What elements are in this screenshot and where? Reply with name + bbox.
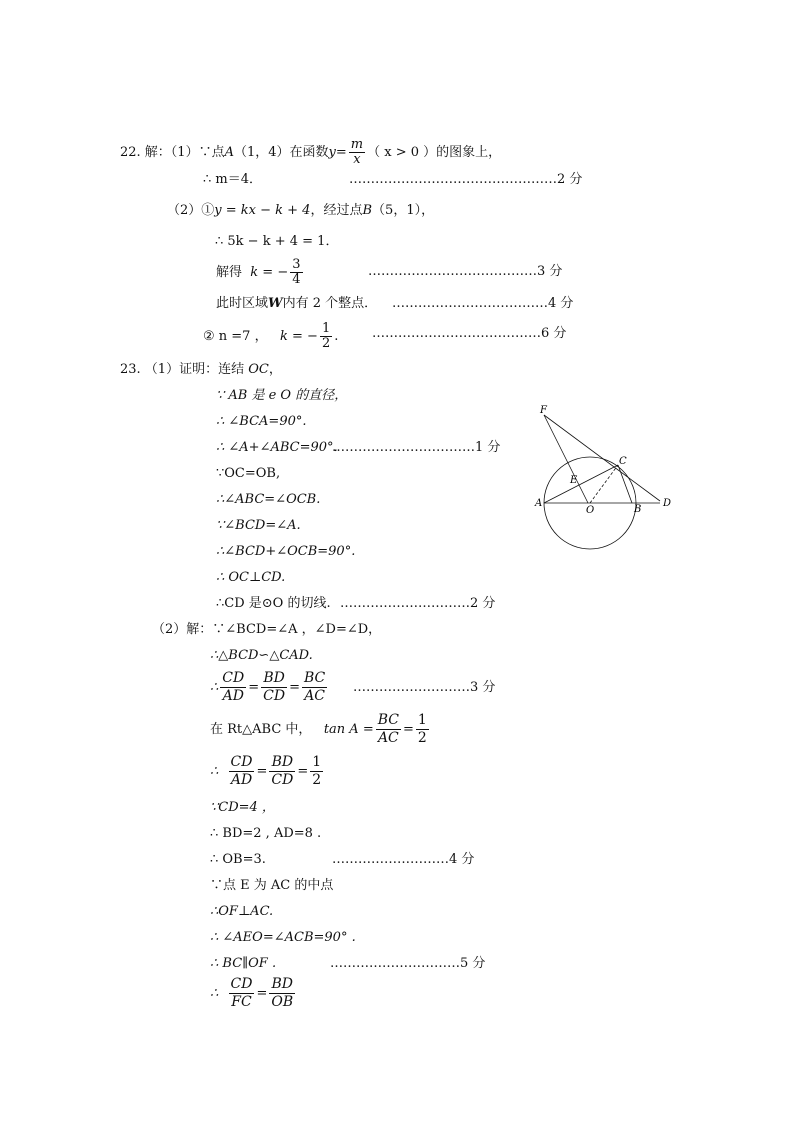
q23-line-1 — [120, 362, 282, 378]
var-y: y — [328, 145, 336, 160]
fraction-bd-cd: $\frac{BD}{CD}$ — [263, 670, 286, 704]
label-a: A — [535, 498, 543, 509]
q22-line-5 — [216, 258, 305, 287]
score-3b: ………………………3 分 — [353, 680, 496, 695]
period: . — [334, 329, 339, 344]
score-2: …………………………………………2 分 — [349, 172, 583, 187]
line-fa — [544, 415, 588, 503]
linear-function: y = kx − k + 4 — [214, 203, 311, 218]
q23-step-5: ∴∠ABC=∠OCB. — [216, 492, 321, 507]
line-oc-dashed — [590, 465, 618, 503]
q23-step-1: ∵ AB 是 e O 的直径， — [216, 388, 348, 403]
tan-a: tan A = — [323, 722, 374, 737]
fraction-cd-ad: $\frac{CD}{AD}$ — [222, 670, 245, 704]
q23-heading: 23. （1）证明：连结 — [120, 362, 245, 377]
q23-t2: ∴ $\frac{CD}{AD}$ = $\frac{BD}{CD}$ = $\frac{BC}{AC}$ — [210, 670, 326, 704]
q23-t10: ∴ ∠AEO=∠ACB=90° . — [210, 930, 356, 945]
label-c: C — [619, 456, 627, 467]
region-text: 此时区域 — [216, 296, 269, 311]
q23-step-7: ∴∠BCD+∠OCB=90°. — [216, 544, 356, 559]
segment-oc: OC — [248, 362, 269, 377]
point-b-coords: （5，1）， — [372, 203, 435, 218]
point-a: A — [224, 145, 234, 160]
therefore-2: ∴ — [210, 764, 219, 779]
fraction-cd-fc: $\frac{CD}{FC}$ — [230, 976, 253, 1010]
k-equals: k = − — [250, 265, 289, 280]
q23-t5: ∵CD=4 ， — [210, 800, 275, 815]
q22-line-6 — [216, 296, 377, 312]
q23-step-2: ∴ ∠BCA=90°. — [216, 414, 307, 429]
fraction-3-4: $\frac{3}{4}$ — [292, 257, 301, 287]
q23-t4: ∴ $\frac{CD}{AD}$ = $\frac{BD}{CD}$ = $\frac{1}{2}$ — [210, 754, 322, 788]
score-4b: ………………………4 分 — [332, 852, 475, 867]
k-equals-2: k = − — [280, 329, 318, 344]
label-o: O — [586, 505, 595, 516]
fraction-bc-ac: $\frac{BC}{AC}$ — [303, 670, 326, 704]
q22-heading: 22. 解：（1）∵点 — [120, 145, 225, 160]
integer-points-text: 内有 2 个整点． — [282, 296, 378, 311]
line-ac — [544, 465, 618, 503]
q23-t6: ∴ BD=2 , AD=8 . — [210, 826, 322, 841]
score-3: …………………………………3 分 — [368, 264, 563, 279]
q22-line-2: ∴ m＝4． — [203, 172, 263, 187]
therefore: ∴ — [210, 680, 219, 695]
score-5: …………………………5 分 — [330, 956, 486, 971]
q22-line-3 — [167, 203, 434, 219]
q23-t8: ∵点 E 为 AC 的中点 — [210, 878, 334, 893]
therefore-3: ∴ — [210, 986, 219, 1001]
q23-t1: ∴△BCD∽△CAD. — [210, 648, 313, 663]
q23-t9: ∴OF⊥AC. — [210, 904, 274, 919]
region-w: W — [268, 296, 283, 311]
fraction-1-2-b: $\frac{1}{2}$ — [417, 712, 427, 746]
n-value: ② n =7 ， — [203, 329, 268, 344]
q23-step-4: ∵OC=OB, — [216, 466, 281, 481]
score-2b: …………………………2 分 — [340, 596, 496, 611]
geometry-figure — [530, 403, 680, 553]
fraction-bd-cd-2: $\frac{BD}{CD}$ — [271, 754, 294, 788]
label-e: E — [570, 475, 578, 486]
q23-t12: ∴ $\frac{CD}{FC}$ = $\frac{BD}{OB}$ — [210, 976, 294, 1010]
q23-t7: ∴ OB=3. — [210, 852, 266, 867]
q23-part2-header: （2）解：∵∠BCD=∠A ，∠D=∠D， — [152, 622, 382, 637]
q22-line-7 — [203, 322, 338, 351]
text-passes: ，经过点 — [310, 203, 363, 218]
q23-t11: ∴ BC∥OF . — [210, 956, 277, 971]
q22-text: （1，4）在函数 — [233, 145, 329, 160]
solve-label: 解得 — [216, 265, 243, 280]
score-1: ……………………………1 分 — [332, 440, 501, 455]
q23-step-8: ∴ OC⊥CD. — [216, 570, 286, 585]
q23-t3: 在 Rt△ABC 中， tan A = $\frac{BC}{AC}$ = $\frac{1}{2}$ — [210, 712, 427, 746]
point-b: B — [362, 203, 373, 218]
score-4: ………………………………4 分 — [392, 296, 574, 311]
fraction-bd-ob: $\frac{BD}{OB}$ — [271, 976, 294, 1010]
comma: ， — [268, 362, 282, 377]
q22-line-4: ∴ 5k − k + 4 = 1． — [215, 234, 339, 249]
q22-line-1 — [120, 138, 501, 167]
label-f: F — [540, 405, 547, 416]
q23-step-3: ∴ ∠A+∠ABC=90°． — [216, 440, 347, 455]
equals-sign: = — [335, 145, 347, 160]
fraction-bc-ac-2: $\frac{BC}{AC}$ — [377, 712, 399, 746]
fraction-1-2-c: $\frac{1}{2}$ — [312, 754, 322, 788]
q22-condition: （ x > 0 ）的图象上， — [367, 145, 502, 160]
q23-step-9: ∴CD 是⊙O 的切线. — [216, 596, 331, 611]
line-cb — [618, 465, 632, 503]
fraction-m-over-x: $\frac{m}{x}$ — [350, 137, 364, 167]
line-fd — [544, 415, 660, 501]
q22-part2-label: （2）① — [167, 203, 215, 218]
score-6: …………………………………6 分 — [372, 326, 567, 341]
label-b: B — [634, 504, 642, 515]
label-d: D — [663, 498, 672, 509]
in-rt-triangle: 在 Rt△ABC 中， — [210, 722, 312, 737]
fraction-1-2: $\frac{1}{2}$ — [321, 321, 331, 351]
fraction-cd-ad-2: $\frac{CD}{AD}$ — [230, 754, 253, 788]
q23-step-6: ∵∠BCD=∠A. — [216, 518, 301, 533]
